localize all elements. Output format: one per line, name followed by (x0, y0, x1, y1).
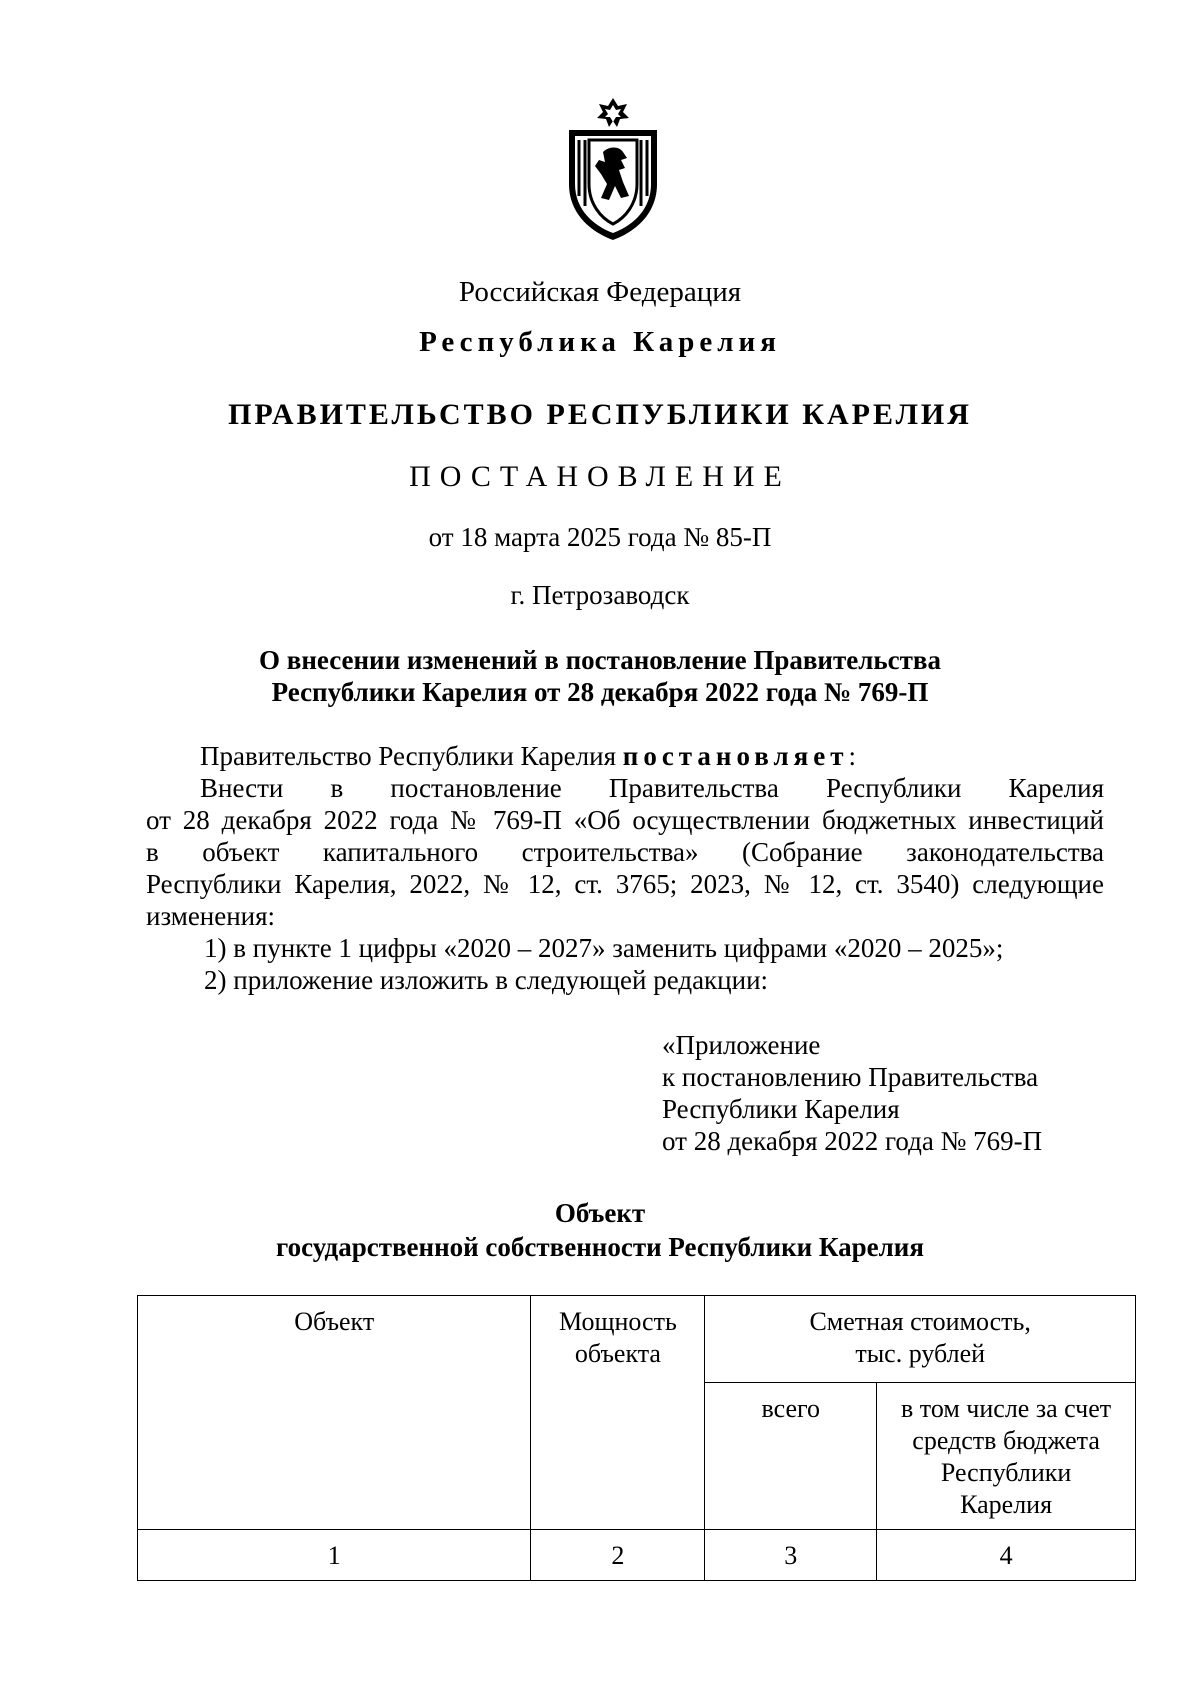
paragraph-line: Республики Карелия, 2022, № 12, ст. 3765; 2023, № 12, ст. 3540) следующие (146, 869, 1104, 899)
karelia-coat-of-arms-icon (563, 96, 663, 242)
document-city: г. Петрозаводск (510, 580, 690, 610)
header-cell-object: Объект (138, 1296, 531, 1530)
intro-colon: : (848, 741, 857, 771)
intro-text: Правительство Республики Карелия (200, 741, 623, 771)
paragraph-line: Внести в постановление Правительства Республики Карелия (200, 773, 1104, 803)
appendix-line: «Приложение (662, 1030, 821, 1060)
document-type: ПОСТАНОВЛЕНИЕ (409, 460, 791, 493)
document-title-line2: Республики Карелия от 28 декабря 2022 года № 769-П (271, 677, 929, 707)
table-row-numbers (138, 1530, 1136, 1581)
header-cell-capacity: Мощность объекта (531, 1296, 705, 1530)
table-header-row (138, 1296, 1136, 1383)
number-cell: 1 (138, 1530, 531, 1581)
list-item: 2) приложение изложить в следующей редакции: (204, 965, 769, 995)
country-name: Российская Федерация (458, 276, 742, 308)
intro-paragraph (146, 740, 1104, 772)
header-cell-cost: Сметная стоимость, тыс. рублей (705, 1296, 1136, 1383)
list-item: 1) в пункте 1 цифры «2020 – 2027» заменить цифрами «2020 – 2025»; (204, 933, 1004, 963)
appendix-line: к постановлению Правительства (662, 1062, 1039, 1092)
document-date: от 18 марта 2025 года № 85-П (428, 522, 772, 552)
object-heading-line1: Объект (554, 1198, 646, 1228)
appendix-line: от 28 декабря 2022 года № 769-П (662, 1126, 1043, 1156)
paragraph-line: в объект капитального строительства» (Собрание законодательства (146, 837, 1104, 867)
number-cell: 2 (531, 1530, 705, 1581)
object-table (137, 1295, 1136, 1581)
paragraph-line: изменения: (146, 901, 276, 931)
number-cell: 4 (877, 1530, 1136, 1581)
intro-decrees-word: постановляет (622, 741, 849, 771)
number-cell: 3 (705, 1530, 877, 1581)
republic-name: Республика Карелия (419, 326, 781, 358)
paragraph-line: от 28 декабря 2022 года № 769-П «Об осуществлении бюджетных инвестиций (146, 805, 1104, 835)
document-title-line1: О внесении изменений в постановление Правительства (259, 645, 941, 675)
appendix-line: Республики Карелия (662, 1094, 900, 1124)
object-heading-line2: государственной собственности Республики Карелия (276, 1232, 924, 1262)
government-name: ПРАВИТЕЛЬСТВО РЕСПУБЛИКИ КАРЕЛИЯ (228, 398, 972, 431)
subheader-cell-budget: в том числе за счет средств бюджета Республики Карелия (877, 1383, 1136, 1530)
subheader-cell-total: всего (705, 1383, 877, 1530)
